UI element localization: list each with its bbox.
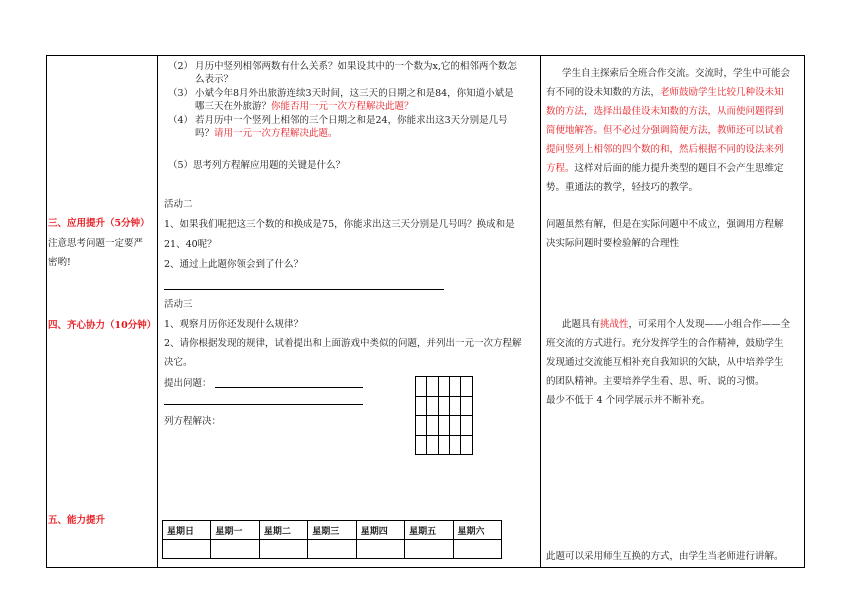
note-1-line3: 数的方法，选择出最佳设未知数的方法，从而使问题得到 — [546, 106, 784, 117]
activity-3-q2-line1: 2、请你根据发现的规律，试着提出和上面游戏中类似的问题，并列出一元一次方程解 — [164, 338, 522, 349]
section-4-title: 四、齐心协力（10分钟） — [48, 320, 157, 331]
note-3-line1-b: ，可采用个人发现——小组合作——全 — [628, 319, 791, 330]
note-3-line4: 的团队精神。主要培养学生看、思、听、说的习惯。 — [546, 376, 765, 387]
note-3-line5: 最少不低于 4 个同学展示并不断补充。 — [546, 395, 711, 406]
note-3-line2: 班交流的方式进行。充分发挥学生的合作精神，鼓励学生 — [546, 338, 784, 349]
q3-line2-highlight: 你能否用一元一次方程解决此题？ — [271, 101, 414, 112]
q3-number: （3） — [168, 88, 194, 99]
q4-line2 — [195, 127, 338, 140]
activity-3-q2-line2: 决它。 — [164, 357, 193, 368]
note-1-line6-highlight: 方程。 — [546, 163, 575, 174]
note-3-line3: 发现通过交流能互相补充自我知识的欠缺，从中培养学生 — [546, 357, 784, 368]
section-3-title: 三、应用提升（5分钟） — [48, 218, 150, 229]
q2-line2: 么表示？ — [195, 74, 234, 85]
q3-line2-text: 哪三天在外旅游？ — [195, 101, 272, 112]
weekday-cell: 星期一 — [211, 521, 259, 540]
note-2-line2: 决实际问题时要检验解的合理性 — [546, 238, 680, 249]
weekday-table — [162, 520, 502, 559]
note-4: 此题可以采用师生互换的方式，由学生当老师进行讲解。 — [546, 551, 784, 562]
note-3-line1 — [562, 318, 790, 331]
section-3-note-line1: 注意思考问题一定要严 — [48, 238, 144, 249]
activity-3-title: 活动三 — [164, 299, 193, 310]
activity-2-q2: 2、通过上此题你领会到了什么？ — [164, 259, 304, 270]
q3-line1: 小斌今年8月外出旅游连续3天时间，这三天的日期之和是84，你知道小斌是 — [195, 88, 514, 99]
note-1-line1: 学生自主探索后全班合作交流。交流时，学生中可能会 — [562, 68, 791, 79]
solve-equation-label: 列方程解决： — [164, 416, 222, 427]
note-1-line5: 提问竖列上相邻的四个数的和，然后根据不同的设法来列 — [546, 144, 784, 155]
raise-question-line-2 — [164, 404, 363, 405]
blank-calendar-grid — [415, 376, 473, 455]
section-3-note-line2: 密哟! — [48, 257, 71, 268]
column-divider-2 — [540, 55, 541, 568]
q2-line1: 月历中竖列相邻两数有什么关系？如果设其中的一个数为x,它的相邻两个数怎 — [195, 61, 517, 72]
weekday-cell: 星期日 — [163, 521, 211, 540]
activity-2-title: 活动二 — [164, 199, 193, 210]
table-bottom-border — [46, 567, 805, 568]
table-top-border — [46, 55, 805, 56]
q4-number: （4） — [168, 115, 194, 126]
activity-2-answer-line — [164, 289, 444, 290]
note-1-line6 — [546, 162, 784, 175]
raise-question-line-1 — [215, 387, 363, 388]
q4-line1: 若月历中一个竖列上相邻的三个日期之和是24，你能求出这3天分别是几号 — [195, 115, 508, 126]
note-2-line1: 问题虽然有解，但是在实际问题中不成立，强调用方程解 — [546, 219, 784, 230]
q2-number: （2） — [168, 61, 194, 72]
q4-line2-highlight: 请用一元一次方程解决此题。 — [214, 128, 338, 139]
note-3-line1-highlight: 挑战性 — [600, 319, 629, 330]
table-right-border — [804, 55, 805, 568]
q5-text: （5）思考列方程解应用题的关键是什么？ — [168, 160, 346, 171]
weekday-blank-row — [163, 540, 502, 559]
note-1-line4: 简便地解答。但不必过分强调简便方法，教师还可以试着 — [546, 125, 784, 136]
q4-line2-text: 吗？ — [195, 128, 215, 139]
activity-2-q1-line1: 1、如果我们呢把这三个数的和换成是75，你能求出这三天分别是几号吗？换成和是 — [164, 219, 515, 230]
weekday-header-row — [163, 521, 502, 540]
note-1-line6-text: 这样对后面的能力提升类型的题目不会产生思维定 — [574, 163, 784, 174]
note-1-line7: 势。重通法的教学，轻技巧的教学。 — [546, 182, 699, 193]
weekday-cell: 星期五 — [405, 521, 453, 540]
activity-2-q1-line2: 21、40呢？ — [164, 239, 217, 250]
note-1-line2-text: 有不同的设未知数的方法， — [546, 87, 661, 98]
activity-3-q1: 1、观察月历你还发现什么规律？ — [164, 319, 304, 330]
table-left-border — [46, 55, 47, 568]
column-divider-1 — [157, 55, 158, 568]
q3-line2 — [195, 100, 414, 113]
weekday-cell: 星期四 — [356, 521, 404, 540]
note-1-line2-highlight: 老师鼓励学生比较几种设未知 — [660, 87, 784, 98]
note-3-line1-a: 此题具有 — [562, 319, 601, 330]
weekday-cell: 星期三 — [308, 521, 356, 540]
section-5-title: 五、能力提升 — [48, 515, 106, 526]
weekday-cell: 星期六 — [453, 521, 501, 540]
note-1-line2 — [546, 86, 784, 99]
raise-question-label: 提出问题： — [164, 378, 212, 389]
weekday-cell: 星期二 — [259, 521, 307, 540]
